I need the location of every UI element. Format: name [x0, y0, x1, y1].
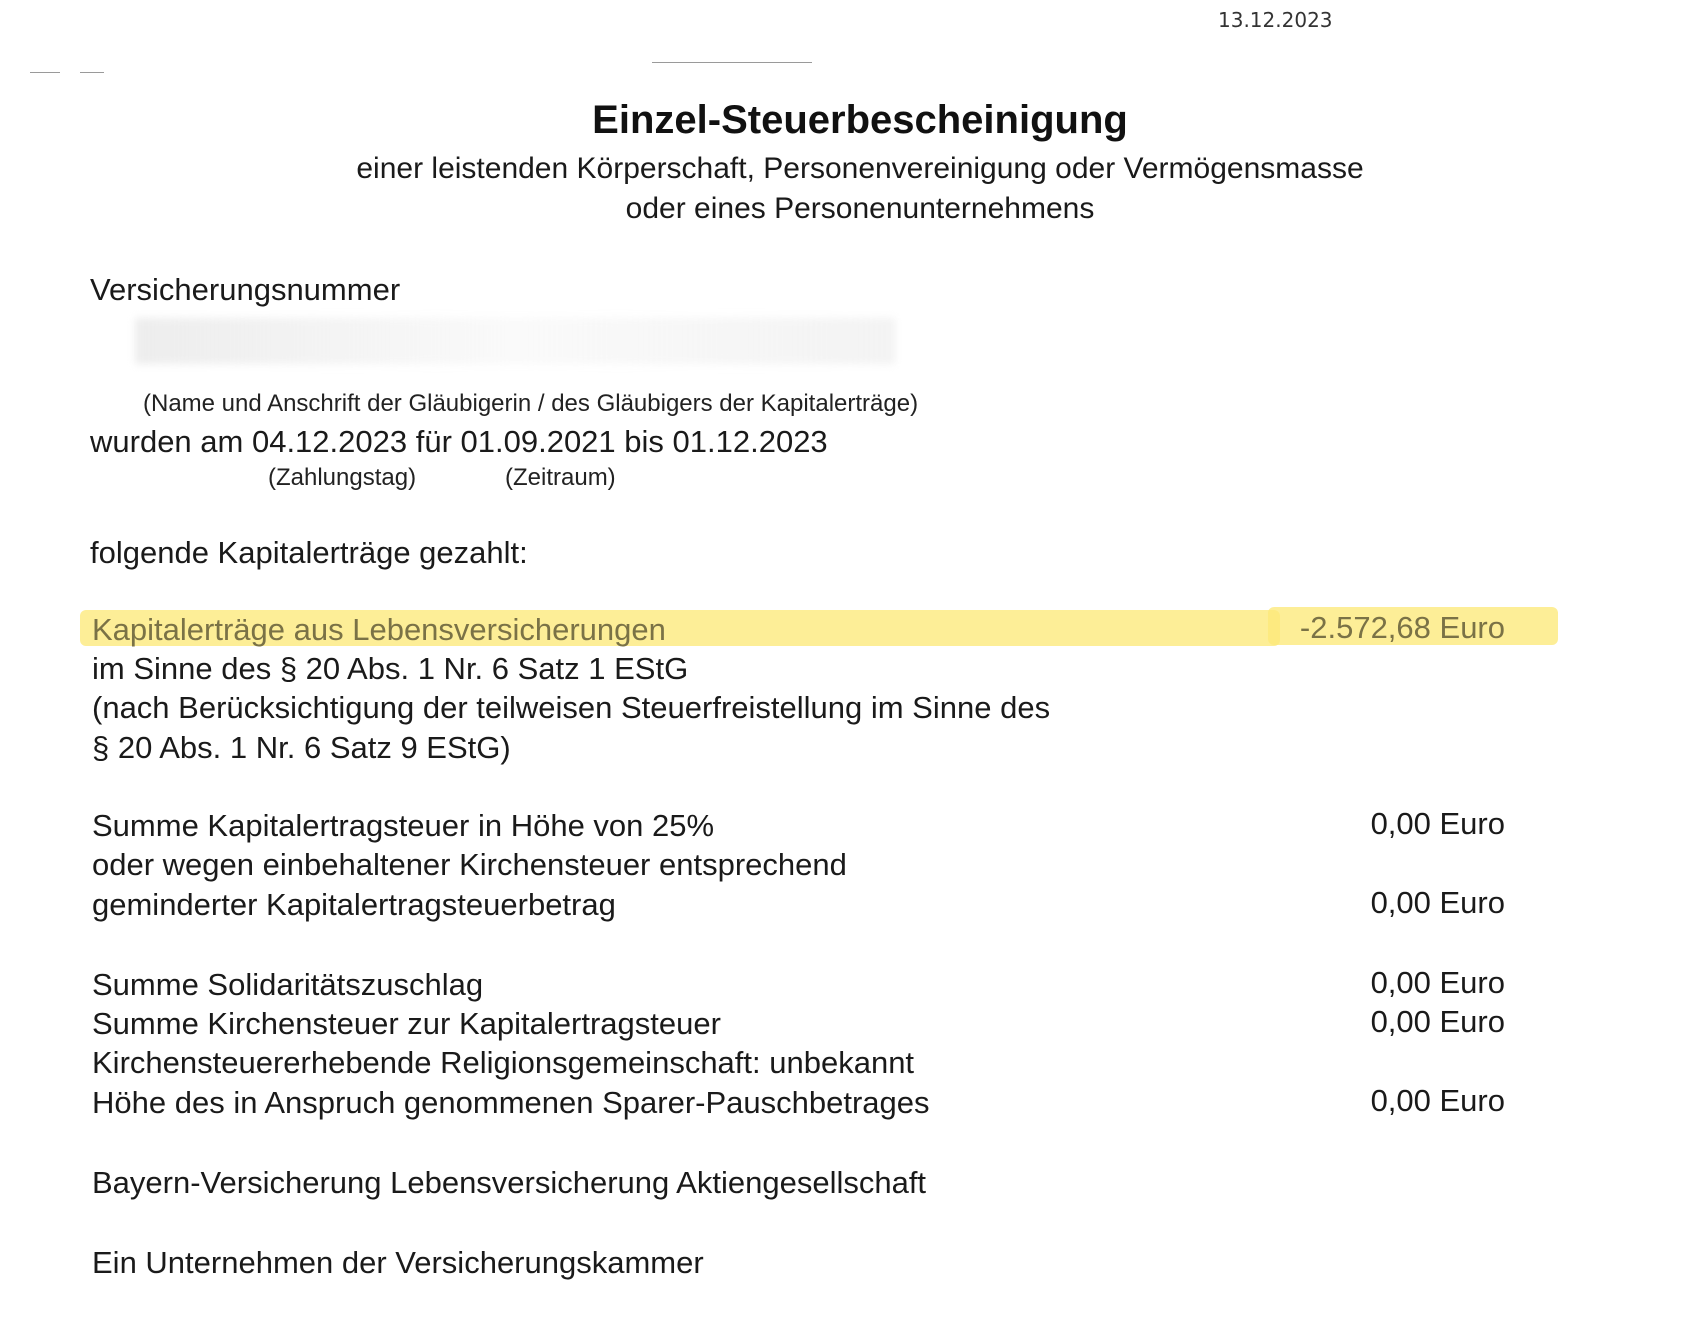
insurance-number-label: Versicherungsnummer	[90, 272, 401, 307]
payment-day-label: (Zahlungstag)	[268, 464, 417, 491]
company-note: Ein Unternehmen der Versicherungskammer	[92, 1245, 704, 1280]
reduced-tax-amount: 0,00 Euro	[1370, 885, 1505, 920]
religion-label: Kirchensteuererhebende Religionsgemeinschaft: unbekannt	[92, 1045, 915, 1080]
saver-allowance-amount: 0,00 Euro	[1370, 1083, 1505, 1118]
document-date: 13.12.2023	[1218, 8, 1333, 32]
income-label: Kapitalerträge aus Lebensversicherungen	[92, 612, 666, 647]
scan-artifact	[652, 62, 812, 63]
period-label: (Zeitraum)	[505, 464, 616, 491]
church-tax-amount: 0,00 Euro	[1370, 1004, 1505, 1039]
soli-label: Summe Solidaritätszuschlag	[92, 967, 484, 1002]
scan-artifact	[80, 72, 104, 73]
church-tax-label: Summe Kirchensteuer zur Kapitalertragsteuer	[92, 1006, 721, 1041]
tax-label-line3: geminderter Kapitalertragsteuerbetrag	[92, 887, 616, 922]
document-subtitle-line2: oder eines Personenunternehmens	[625, 192, 1095, 225]
scan-artifact	[30, 72, 60, 73]
income-amount: -2.572,68 Euro	[1299, 610, 1505, 645]
tax-label-line1: Summe Kapitalertragsteuer in Höhe von 25%	[92, 808, 715, 843]
income-note-line2: § 20 Abs. 1 Nr. 6 Satz 9 EStG)	[92, 730, 511, 765]
company-name: Bayern-Versicherung Lebensversicherung Aktiengesellschaft	[92, 1165, 927, 1200]
document-title: Einzel-Steuerbescheinigung	[592, 98, 1128, 142]
soli-amount: 0,00 Euro	[1370, 965, 1505, 1000]
document-subtitle-line1: einer leistenden Körperschaft, Personenvereinigung oder Vermögensmasse	[356, 152, 1364, 185]
saver-allowance-label: Höhe des in Anspruch genommenen Sparer-Pauschbetrages	[92, 1085, 930, 1120]
redacted-creditor-address	[135, 318, 895, 364]
creditor-label: (Name und Anschrift der Gläubigerin / des Gläubigers der Kapitalerträge)	[143, 390, 919, 417]
payment-line: wurden am 04.12.2023 für 01.09.2021 bis 01.12.2023	[90, 424, 828, 459]
income-legal-ref: im Sinne des § 20 Abs. 1 Nr. 6 Satz 1 EStG	[92, 651, 689, 686]
intro-text: folgende Kapitalerträge gezahlt:	[90, 535, 528, 570]
income-note-line1: (nach Berücksichtigung der teilweisen Steuerfreistellung im Sinne des	[92, 690, 1051, 725]
tax-amount: 0,00 Euro	[1370, 806, 1505, 841]
tax-label-line2: oder wegen einbehaltener Kirchensteuer entsprechend	[92, 847, 847, 882]
